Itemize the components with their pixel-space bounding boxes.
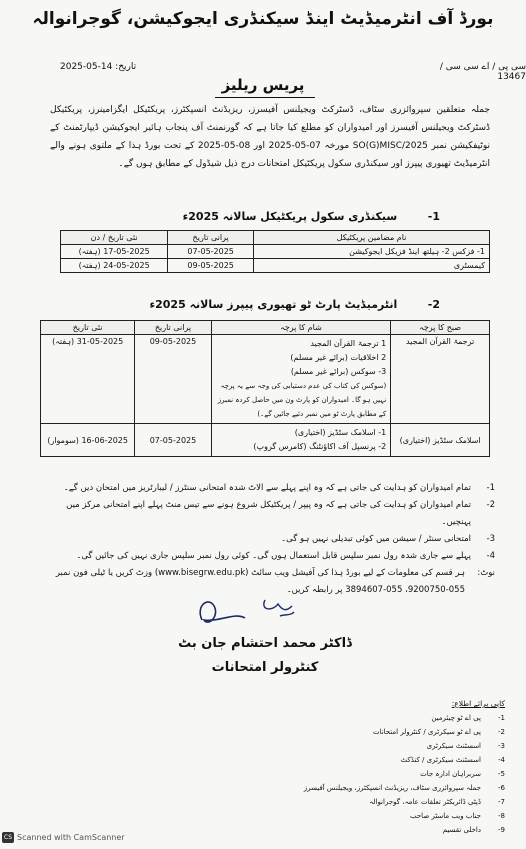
section2-title: انٹرمیڈیٹ پارٹ ٹو تھیوری پیپرز سالانہ 2025ء	[149, 298, 398, 311]
new-date-cell: 17-05-2025 (ہفتہ)	[61, 245, 168, 259]
table-row	[61, 259, 490, 273]
list-item: 5- سربراہان ادارہ جات	[420, 770, 505, 778]
camscanner-logo-icon: CS	[4, 834, 12, 841]
list-item: 1- پی اے ٹو چیئرمین	[431, 714, 505, 722]
list-item: 2- تمام امیدواران کو ہدایت کی جاتی ہے کہ وہ پیپر / پریکٹیکل شروع ہونے سے تیس منٹ پہلے اپنے امتحانی مرکز میں پہنچیں۔	[66, 500, 495, 527]
column-header: پرانی تاریخ	[135, 321, 211, 335]
old-date-cell: 09-05-2025	[135, 335, 211, 424]
list-item: 3- اسسٹنٹ سیکرٹری	[426, 742, 505, 750]
column-header: پرانی تاریخ	[168, 231, 254, 245]
list-item: 6- جملہ سپروائزری سٹاف، ریزیڈنٹ انسپکٹرز، ویجیلنس آفیسرز	[303, 784, 505, 792]
controller-name: ڈاکٹر محمد احتشام جان بٹ	[178, 636, 352, 651]
board-title: بورڈ آف انٹرمیڈیٹ اینڈ سیکنڈری ایجوکیشن، گوجرانوالہ	[32, 9, 494, 29]
list-item: 1- تمام امیدواران کو ہدایت کی جاتی ہے کہ وہ اپنے پہلے سے الاٹ شدہ امتحانی سنٹرز / لیبارٹریز میں امتحان دیں گے۔	[63, 483, 495, 493]
section1-number: 1-	[427, 210, 440, 223]
list-item: 9- داخلی تقسیم	[442, 826, 505, 834]
subject-cell: کیمسٹری	[254, 259, 490, 273]
issue-date: تاریخ: 14-05-2025	[60, 62, 137, 72]
column-header: صبح کا پرچہ	[391, 321, 490, 335]
paper-line: 1- اسلامک سٹڈیز (اختیاری)	[294, 428, 387, 437]
section1-heading	[130, 205, 440, 224]
press-release-heading: پریس ریلیز	[221, 76, 305, 94]
column-header: شام کا پرچہ	[211, 321, 391, 335]
controller-title: کنٹرولر امتحانات	[211, 660, 319, 675]
table-row	[41, 424, 490, 457]
table-header-row	[41, 321, 490, 335]
list-item: 2- پی اے ٹو سیکرٹری / کنٹرولر امتحانات	[372, 728, 505, 736]
theory-schedule-table	[40, 320, 490, 457]
practical-schedule-table	[60, 230, 490, 273]
list-item: 7- ڈپٹی ڈائریکٹر تعلقات عامہ، گوجرانوالہ	[369, 798, 505, 806]
morning-paper-cell: اسلامک سٹڈیز (اختیاری)	[391, 424, 490, 457]
scanner-watermark	[2, 832, 125, 843]
new-date-cell: 16-06-2025 (سوموار)	[41, 424, 135, 457]
paper-line: 1 ترجمۃ القرآن المجید	[310, 339, 387, 348]
instructions-list	[35, 480, 495, 599]
new-date-cell: 31-05-2025 (ہفتہ)	[41, 335, 135, 424]
section2-number: 2-	[427, 298, 440, 311]
list-item: 3- امتحانی سنٹر / سیشن میں کوئی تبدیلی نہیں ہو گی۔	[281, 534, 495, 544]
scanner-label: Scanned with CamScanner	[17, 833, 125, 842]
new-date-cell: 24-05-2025 (ہفتہ)	[61, 259, 168, 273]
press-release-underline	[215, 97, 315, 98]
table-header-row	[61, 231, 490, 245]
subject-cell: 1- فزکس 2- ہیلتھ اینڈ فزیکل ایجوکیشن	[254, 245, 490, 259]
list-item: 4- پہلے سے جاری شدہ رول نمبر سلپس قابل استعمال ہوں گی۔ کوئی رول نمبر سلپس جاری نہیں کی جائیں گی۔	[76, 551, 495, 561]
evening-paper-cell	[211, 335, 391, 424]
list-item: نوٹ: ہر قسم کی معلومات کے لیے بورڈ ہذا کی آفیشل ویب سائٹ (www.bisegrw.edu.pk) وزٹ کریں یا ٹیلی فون نمبر 055-9200750، 055-3894607 پر رابطہ کریں۔	[55, 568, 495, 595]
paper-line: 3- سوکس (برائے غیر مسلم)	[290, 367, 387, 376]
section1-title: سیکنڈری سکول پریکٹیکل سالانہ 2025ء	[182, 210, 398, 223]
list-item: 4- اسسٹنٹ سیکرٹری / کنڈکٹ	[400, 756, 505, 764]
evening-paper-cell	[211, 424, 391, 457]
list-item: 8- جناب ویب ماسٹر صاحب	[409, 812, 505, 820]
morning-paper-cell: ترجمۃ القرآن المجید	[391, 335, 490, 424]
table-row	[41, 335, 490, 424]
column-header: نئی تاریخ / دن	[61, 231, 168, 245]
intro-paragraph: جملہ متعلقین سپروائزری سٹاف، ڈسٹرکٹ ویجیلنس آفیسرز، ریزیڈنٹ انسپکٹرز، پریکٹیکل ایگزامینرز، پریکٹیکل ڈسٹرکٹ ویجیلنس آفیسرز اور امیدواران کو مطلع کیا جاتا ہے کہ گورنمنٹ آف پنجاب ہائیر ایجوکیشن ڈیپارٹمنٹ کے نوٹیفکیشن نمبر SO(G)MISC/2025 مورخہ 07-05-2025 اور 08-05-2025 کے تحت بورڈ ہذا کے ملتوی ہونے والے انٹرمیڈیٹ تھیوری پیپرز اور سیکنڈری سکول پریکٹیکل امتحانات درج ذیل شیڈول کے مطابق ہوں گے۔	[50, 105, 491, 169]
table-row	[61, 245, 490, 259]
old-date-cell: 07-05-2025	[168, 245, 254, 259]
column-header: نام مضامین پریکٹیکل	[254, 231, 490, 245]
reference-number: سی پی / اے سی سی / 13467	[439, 62, 526, 82]
handwritten-signature-icon	[190, 590, 310, 635]
copy-to-heading: کاپی برائے اطلاع:	[451, 699, 505, 708]
paper-line: 2- پرنسپل آف اکاؤنٹنگ (کامرس گروپ)	[253, 442, 387, 451]
column-header: نئی تاریخ	[41, 321, 135, 335]
civics-note: (سوکس کی کتاب کی عدم دستیابی کی وجہ سے یہ پرچہ نہیں ہو گا۔ امیدواران کو پارٹ ون میں حاصل کردہ نمبرز کے مطابق پارٹ ٹو میں نمبر دئیے جائیں گے۔)	[217, 382, 387, 418]
old-date-cell: 09-05-2025	[168, 259, 254, 273]
paper-line: 2 اخلاقیات (برائے غیر مسلم)	[290, 353, 387, 362]
copy-to-list	[290, 697, 505, 837]
section2-heading	[130, 293, 440, 312]
old-date-cell: 07-05-2025	[135, 424, 211, 457]
